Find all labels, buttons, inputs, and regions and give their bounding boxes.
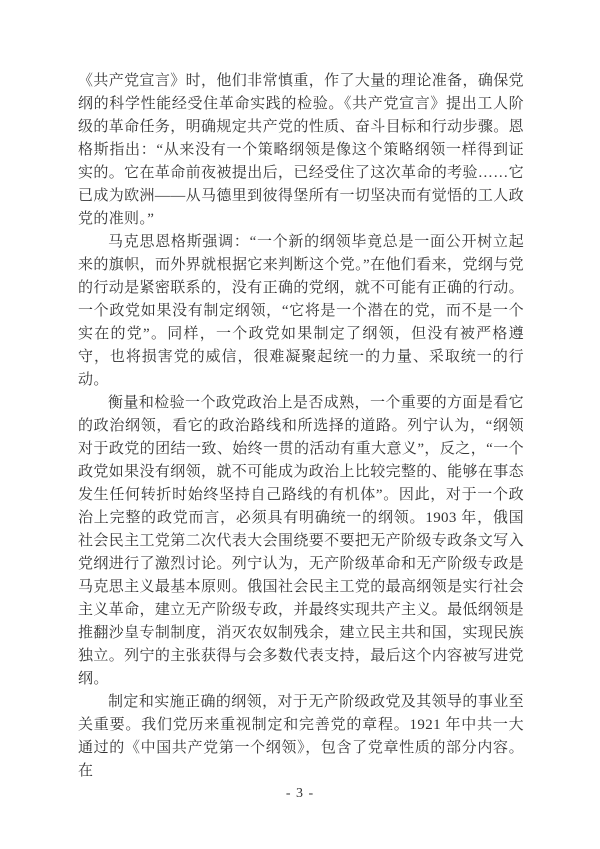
- paragraph: 制定和实施正确的纲领，对于无产阶级政党及其领导的事业至关重要。我们党历来重视制定和完善党的章程。1921 年中共一大通过的《中国共产党第一个纲领》，包含了党章性质的部分内容。在: [78, 694, 524, 779]
- page-number: - 3 -: [285, 786, 315, 801]
- document-body: [78, 70, 524, 783]
- paragraph-continuation: 《共产党宣言》时，他们非常慎重，作了大量的理论准备，确保党纲的科学性能经受住革命实践的检验。《共产党宣言》提出工人阶级的革命任务，明确规定共产党的性质、奋斗目标和行动步骤。恩格斯指出：“从来没有一个策略纲领是像这个策略纲领一样得到证实的。它在革命前夜被提出后，已经受住了这次革命的考验……它已成为欧洲——从马德里到彼得堡所有一切坚决而有觉悟的工人政党的准则。”: [78, 73, 524, 227]
- paragraph: 马克思恩格斯强调：“一个新的纲领毕竟总是一面公开树立起来的旗帜，而外界就根据它来判断这个党。”在他们看来，党纲与党的行动是紧密联系的，没有正确的党纲，就不可能有正确的行动。一个政党如果没有制定纲领，“它将是一个潜在的党，而不是一个实在的党”。同样，一个政党如果制定了纲领，但没有被严格遵守，也将损害党的威信，很难凝聚起统一的力量、采取统一的行动。: [78, 234, 524, 388]
- paragraph: 衡量和检验一个政党政治上是否成熟，一个重要的方面是看它的政治纲领，看它的政治路线和所选择的道路。列宁认为，“纲领对于政党的团结一致、始终一贯的活动有重大意义”，反之，“一个政党如果没有纲领，就不可能成为政治上比较完整的、能够在事态发生任何转折时始终坚持自己路线的有机体”。因此，对于一个政治上完整的政党而言，必须具有明确统一的纲领。1903 年，俄国社会民主工党第二次代表大会围绕要不要把无产阶级专政条文写入党纲进行了激烈讨论。列宁认为，无产阶级革命和无产阶级专政是马克思主义最基本原则。俄国社会民主工党的最高纲领是实行社会主义革命，建立无产阶级专政，并最终实现共产主义。最低纲领是推翻沙皇专制制度，消灭农奴制残余，建立民主共和国，实现民族独立。列宁的主张获得与会多数代表支持，最后这个内容被写进党纲。: [78, 395, 524, 687]
